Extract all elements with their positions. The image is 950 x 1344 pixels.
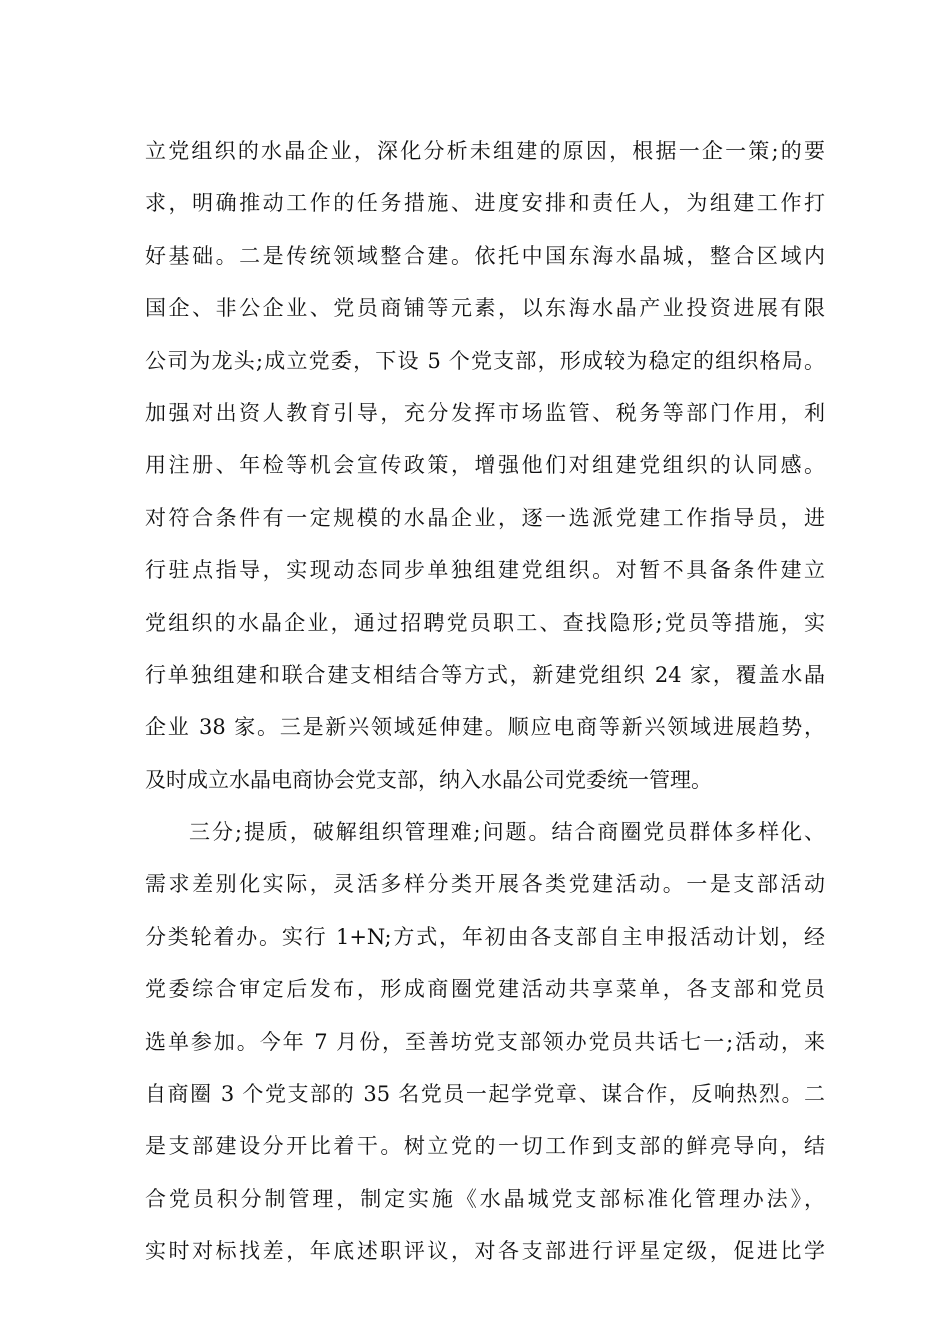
text-line: 合党员积分制管理，制定实施《水晶城党支部标准化管理办法》，: [145, 1186, 825, 1211]
text-line: 党组织的水晶企业，通过招聘党员职工、查找隐形;党员等措施，实: [145, 610, 825, 635]
text-line: 用注册、年检等机会宣传政策，增强他们对组建党组织的认同感。: [145, 453, 825, 478]
text-line: 实时对标找差，年底述职评议，对各支部进行评星定级，促进比学: [145, 1239, 825, 1264]
text-line: 公司为龙头;成立党委，下设 5 个党支部，形成较为稳定的组织格局。: [145, 348, 825, 373]
text-line: 行驻点指导，实现动态同步单独组建党组织。对暂不具备条件建立: [145, 558, 825, 583]
text-line: 党委综合审定后发布，形成商圈党建活动共享菜单，各支部和党员: [145, 977, 825, 1002]
text-line: 需求差别化实际，灵活多样分类开展各类党建活动。一是支部活动: [145, 872, 825, 897]
text-line: 国企、非公企业、党员商铺等元素，以东海水晶产业投资进展有限: [145, 296, 825, 321]
paragraph-first-line: 三分;提质，破解组织管理难;问题。结合商圈党员群体多样化、: [189, 820, 825, 845]
text-line: 是支部建设分开比着干。树立党的一切工作到支部的鲜亮导向，结: [145, 1134, 825, 1159]
text-line: 立党组织的水晶企业，深化分析未组建的原因，根据一企一策;的要: [145, 139, 825, 163]
text-line: 好基础。二是传统领域整合建。依托中国东海水晶城，整合区域内: [145, 243, 825, 268]
text-line: 分类轮着办。实行 1+N;方式，年初由各支部自主申报活动计划，经: [145, 924, 825, 949]
text-line: 企业 38 家。三是新兴领域延伸建。顺应电商等新兴领域进展趋势，: [145, 715, 825, 740]
text-line: 对符合条件有一定规模的水晶企业，逐一选派党建工作指导员，进: [145, 505, 825, 530]
text-line: 加强对出资人教育引导，充分发挥市场监管、税务等部门作用，利: [145, 400, 825, 425]
text-line: 自商圈 3 个党支部的 35 名党员一起学党章、谋合作，反响热烈。二: [145, 1082, 825, 1107]
body-text: [145, 133, 825, 1286]
text-line: 行单独组建和联合建支相结合等方式，新建党组织 24 家，覆盖水晶: [145, 662, 825, 687]
text-line: 选单参加。今年 7 月份，至善坊党支部领办党员共话七一;活动，来: [145, 1029, 825, 1054]
text-line: 及时成立水晶电商协会党支部，纳入水晶公司党委统一管理。: [145, 767, 712, 792]
text-line: 求，明确推动工作的任务措施、进度安排和责任人，为组建工作打: [145, 191, 825, 216]
